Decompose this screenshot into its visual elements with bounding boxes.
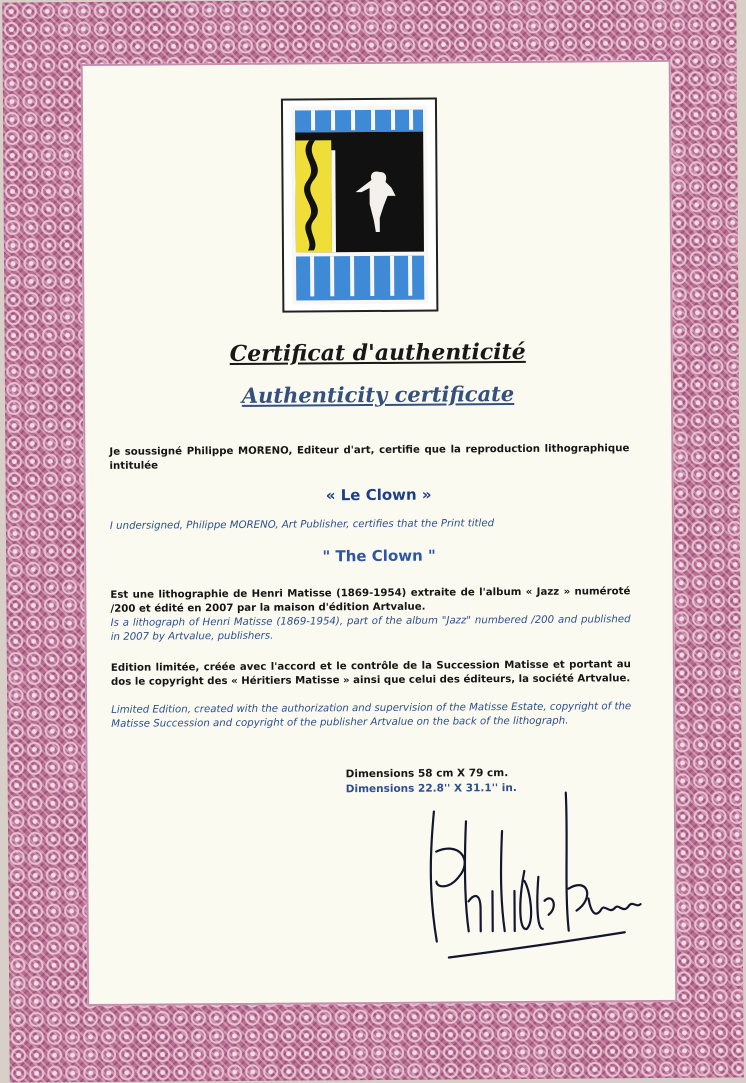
title-french: Certificat d'authenticité [229, 338, 526, 367]
description-english: Is a lithograph of Henri Matisse (1869-1954), part of the album "Jazz" numbered /200 and published in 2007 by Artvalue, publishers. [110, 614, 631, 643]
edition-french: Edition limitée, créée avec l'accord et le contrôle de la Succession Matisse et portant au dos le copyright des « Héritiers Matisse » ainsi que celui des éditeurs, la société Artvalue. [110, 659, 631, 688]
artwork-thumbnail [281, 98, 438, 313]
intro-french: Je soussigné Philippe MORENO, Editeur d'art, certifie que la reproduction lithographique intitulée [109, 443, 630, 472]
work-title-english: " The Clown " [322, 546, 436, 566]
signature [418, 780, 649, 982]
decorative-border [2, 0, 744, 1083]
title-english: Authenticity certificate [241, 381, 515, 408]
edition-english: Limited Edition, created with the authorization and supervision of the Matisse Estate, copyright of the Matisse Succession and copyright of the publisher Artvalue on the back of the lithograph. [111, 701, 632, 730]
dimensions-inches: Dimensions 22.8'' X 31.1'' in. [345, 782, 517, 796]
description-french: Est une lithographie de Henri Matisse (1869-1954) extraite de l'album « Jazz » numéroté /200 et édité en 2007 par la maison d'édition Artvalue. [110, 586, 631, 615]
certificate-paper [81, 60, 678, 1006]
intro-english: I undersigned, Philippe MORENO, Art Publisher, certifies that the Print titled [109, 518, 495, 532]
dimensions-cm: Dimensions 58 cm X 79 cm. [345, 767, 509, 781]
work-title-french: « Le Clown » [325, 485, 432, 505]
